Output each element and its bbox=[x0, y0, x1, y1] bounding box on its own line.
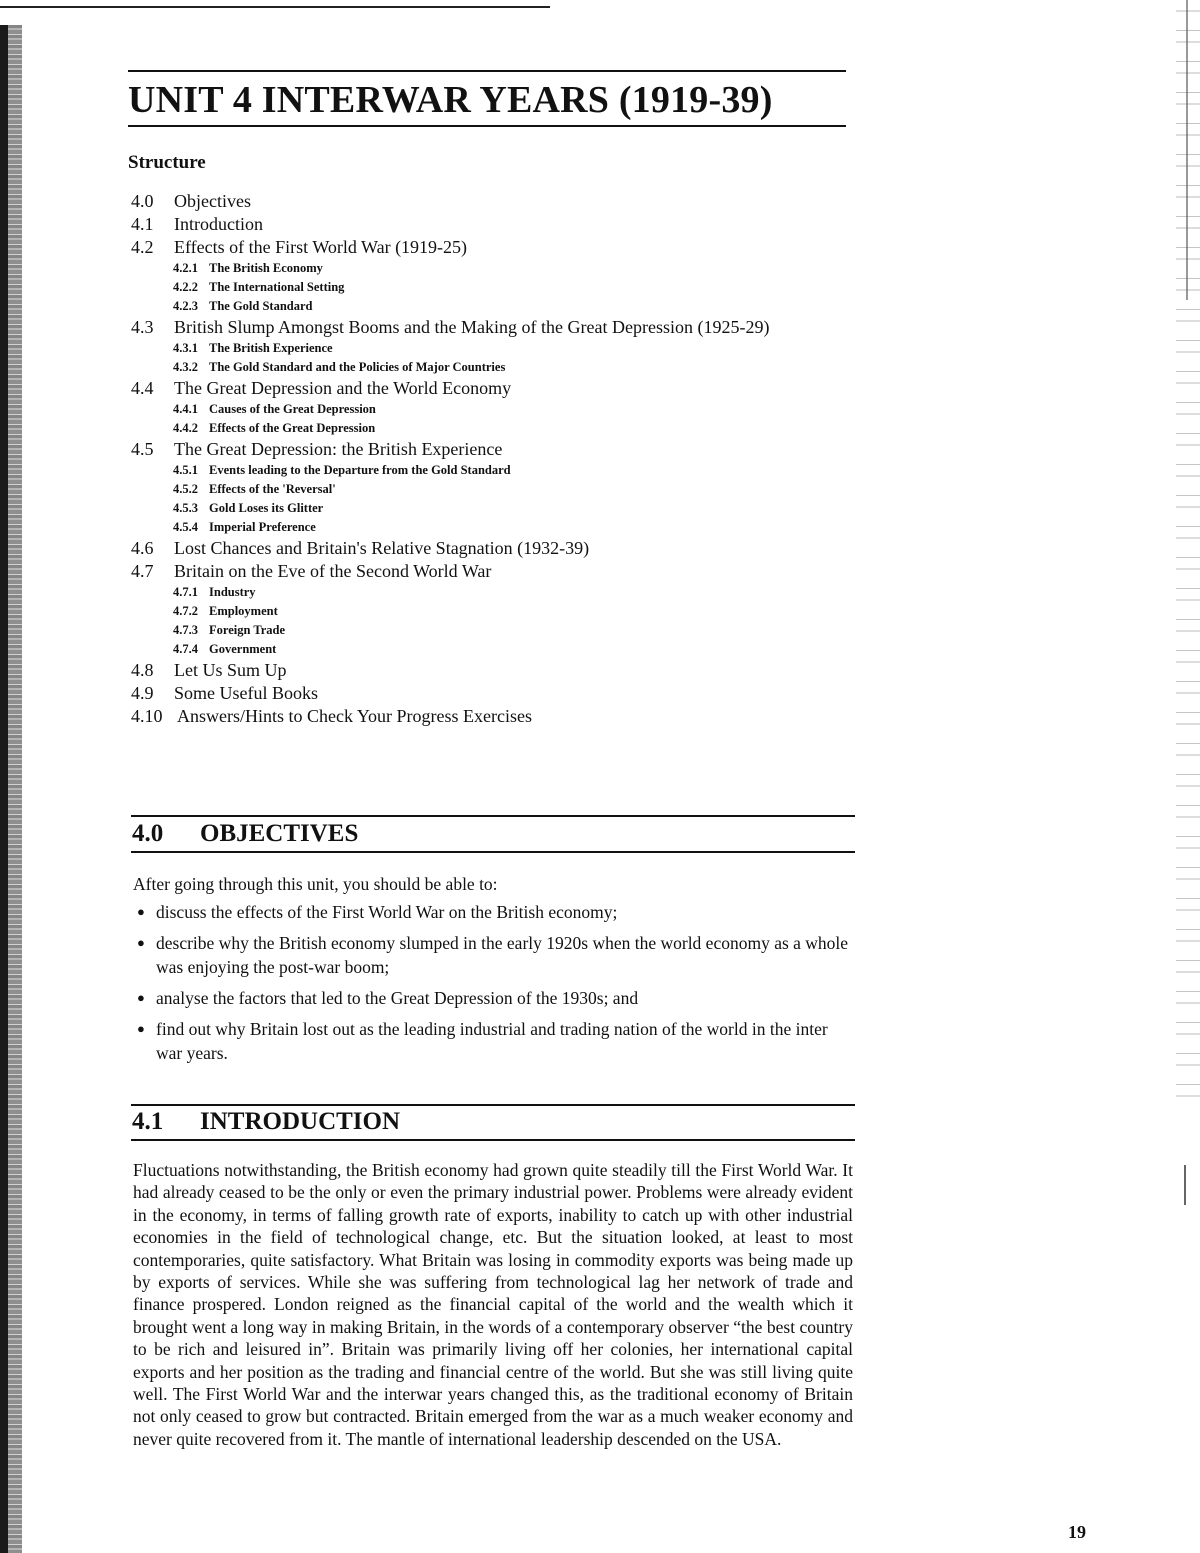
toc-text: Causes of the Great Depression bbox=[209, 402, 376, 416]
toc-text: The British Economy bbox=[209, 261, 323, 275]
toc-subsection bbox=[131, 400, 891, 419]
toc-subsection bbox=[131, 297, 891, 316]
toc-text: The Gold Standard and the Policies of Major Countries bbox=[209, 360, 506, 374]
objectives-intro: After going through this unit, you should be able to: bbox=[133, 874, 498, 894]
toc-subsection bbox=[131, 621, 891, 640]
toc-number: 4.8 bbox=[131, 660, 154, 680]
objective-text: analyse the factors that led to the Great Depression of the 1930s; and bbox=[156, 988, 639, 1008]
toc-number: 4.0 bbox=[131, 191, 154, 211]
objectives-rule-bottom bbox=[131, 851, 855, 853]
toc-text: Employment bbox=[209, 604, 278, 618]
toc-subsection bbox=[131, 583, 891, 602]
toc-number: 4.5.1 bbox=[173, 463, 198, 477]
toc-subsection bbox=[131, 499, 891, 518]
objectives-list bbox=[133, 900, 853, 1072]
toc-number: 4.4.1 bbox=[173, 402, 198, 416]
toc-number: 4.5 bbox=[131, 439, 154, 459]
toc-number: 4.9 bbox=[131, 683, 154, 703]
toc-text: The Great Depression and the World Economy bbox=[174, 378, 512, 398]
toc-number: 4.7 bbox=[131, 561, 154, 581]
toc-text: Effects of the Great Depression bbox=[209, 421, 376, 435]
toc-text: Effects of the 'Reversal' bbox=[209, 482, 336, 496]
introduction-title: INTRODUCTION bbox=[200, 1108, 401, 1135]
toc-section bbox=[131, 537, 891, 560]
toc-number: 4.2.1 bbox=[173, 261, 198, 275]
toc-text: Effects of the First World War (1919-25) bbox=[174, 237, 468, 257]
toc-text: Some Useful Books bbox=[174, 683, 318, 703]
toc-text: Industry bbox=[209, 585, 256, 599]
page-number: 19 bbox=[1068, 1522, 1086, 1542]
toc-number: 4.2 bbox=[131, 237, 154, 257]
toc-number: 4.7.2 bbox=[173, 604, 198, 618]
toc-section bbox=[131, 236, 891, 259]
title-rule-top bbox=[128, 70, 846, 72]
bullet-icon: ● bbox=[137, 904, 145, 919]
toc-text: Lost Chances and Britain's Relative Stagnation (1932-39) bbox=[174, 538, 590, 558]
toc-number: 4.2.2 bbox=[173, 280, 198, 294]
toc-subsection bbox=[131, 480, 891, 499]
toc-text: The British Experience bbox=[209, 341, 333, 355]
toc-section bbox=[131, 682, 891, 705]
structure-heading: Structure bbox=[128, 152, 206, 173]
bullet-icon: ● bbox=[137, 990, 145, 1005]
bullet-icon: ● bbox=[137, 935, 145, 950]
objectives-title: OBJECTIVES bbox=[200, 820, 359, 847]
scan-edge-right-line bbox=[1186, 0, 1188, 300]
unit-title: UNIT 4 INTERWAR YEARS (1919-39) bbox=[128, 79, 773, 121]
toc-subsection bbox=[131, 339, 891, 358]
list-item bbox=[133, 986, 853, 1010]
toc-text: Gold Loses its Glitter bbox=[209, 501, 324, 515]
toc-text: Imperial Preference bbox=[209, 520, 316, 534]
toc-subsection bbox=[131, 518, 891, 537]
toc-subsection bbox=[131, 640, 891, 659]
toc-text: Introduction bbox=[174, 214, 263, 234]
toc-text: Answers/Hints to Check Your Progress Exercises bbox=[177, 706, 532, 726]
toc-number: 4.5.3 bbox=[173, 501, 198, 515]
toc-text: Government bbox=[209, 642, 277, 656]
introduction-number: 4.1 bbox=[132, 1108, 164, 1135]
introduction-paragraph: Fluctuations notwithstanding, the British economy had grown quite steadily till the First World War. It had already ceased to be the only or even the primary industrial power. Problems were already evident in the economy, in terms of falling growth rate of exports, inability to catch up with other industrial economies in the field of technological change, etc. But the situation looked, at least to most contemporaries, quite satisfactory. What Britain was losing in commodity exports was being made up by exports of services. While she was suffering from technological lag her network of trade and finance prospered. London reigned as the financial capital of the world and the wealth which it brought went a long way in making Britain, in the words of a contemporary observer “the best country to be rich and leisured in”. Britain was primarily living off her colonies, her international capital exports and her position as the trading and financial centre of the world. But she was still living quite well. The First World War and the interwar years changed this, as the traditional economy of Britain not only ceased to grow but contracted. Britain emerged from the war as a much weaker economy and never quite recovered from it. The mantle of international leadership descended on the USA. bbox=[133, 1160, 853, 1449]
toc-number: 4.2.3 bbox=[173, 299, 198, 313]
introduction-rule-bottom bbox=[131, 1139, 855, 1141]
introduction-heading bbox=[132, 1108, 400, 1136]
toc-subsection bbox=[131, 602, 891, 621]
toc-number: 4.3.2 bbox=[173, 360, 198, 374]
toc-section bbox=[131, 659, 891, 682]
toc-subsection bbox=[131, 461, 891, 480]
toc-subsection bbox=[131, 278, 891, 297]
scan-edge-left-dark bbox=[0, 25, 8, 1553]
list-item bbox=[133, 900, 853, 924]
toc-section bbox=[131, 213, 891, 236]
objective-text: discuss the effects of the First World War on the British economy; bbox=[156, 902, 618, 922]
bullet-icon: ● bbox=[137, 1021, 145, 1036]
toc-section bbox=[131, 190, 891, 213]
toc-number: 4.3 bbox=[131, 317, 154, 337]
toc-section bbox=[131, 438, 891, 461]
toc-section bbox=[131, 705, 891, 728]
toc-number: 4.1 bbox=[131, 214, 154, 234]
toc-text: Foreign Trade bbox=[209, 623, 286, 637]
toc-number: 4.3.1 bbox=[173, 341, 198, 355]
objectives-rule-top bbox=[131, 815, 855, 817]
toc-number: 4.7.1 bbox=[173, 585, 198, 599]
scan-edge-right bbox=[1176, 0, 1200, 1100]
toc-section bbox=[131, 560, 891, 583]
toc-section bbox=[131, 377, 891, 400]
toc-text: The Great Depression: the British Experience bbox=[174, 439, 503, 459]
toc-text: Objectives bbox=[174, 191, 251, 211]
toc-subsection bbox=[131, 419, 891, 438]
toc-text: Events leading to the Departure from the Gold Standard bbox=[209, 463, 511, 477]
toc-number: 4.7.3 bbox=[173, 623, 198, 637]
introduction-rule-top bbox=[131, 1104, 855, 1106]
objective-text: describe why the British economy slumped in the early 1920s when the world economy as a whole was enjoying the post-war boom; bbox=[156, 933, 849, 977]
toc-subsection bbox=[131, 259, 891, 278]
scan-edge-top bbox=[0, 0, 550, 9]
toc-text: British Slump Amongst Booms and the Making of the Great Depression (1925-29) bbox=[174, 317, 770, 337]
list-item bbox=[133, 1017, 853, 1065]
toc-number: 4.4.2 bbox=[173, 421, 198, 435]
toc-text: Britain on the Eve of the Second World War bbox=[174, 561, 492, 581]
toc-subsection bbox=[131, 358, 891, 377]
objectives-heading bbox=[132, 820, 358, 848]
toc-number: 4.4 bbox=[131, 378, 154, 398]
objectives-number: 4.0 bbox=[132, 820, 164, 847]
toc-number: 4.7.4 bbox=[173, 642, 198, 656]
toc-number: 4.5.4 bbox=[173, 520, 198, 534]
toc-number: 4.6 bbox=[131, 538, 154, 558]
table-of-contents bbox=[131, 190, 891, 728]
objective-text: find out why Britain lost out as the leading industrial and trading nation of the world in the inter war years. bbox=[156, 1019, 828, 1063]
toc-text: The International Setting bbox=[209, 280, 345, 294]
toc-text: The Gold Standard bbox=[209, 299, 313, 313]
toc-number: 4.5.2 bbox=[173, 482, 198, 496]
toc-text: Let Us Sum Up bbox=[174, 660, 287, 680]
toc-section bbox=[131, 316, 891, 339]
toc-number: 4.10 bbox=[131, 706, 163, 726]
scan-edge-right-mark bbox=[1184, 1165, 1186, 1205]
list-item bbox=[133, 931, 853, 979]
title-rule-bottom bbox=[128, 125, 846, 127]
